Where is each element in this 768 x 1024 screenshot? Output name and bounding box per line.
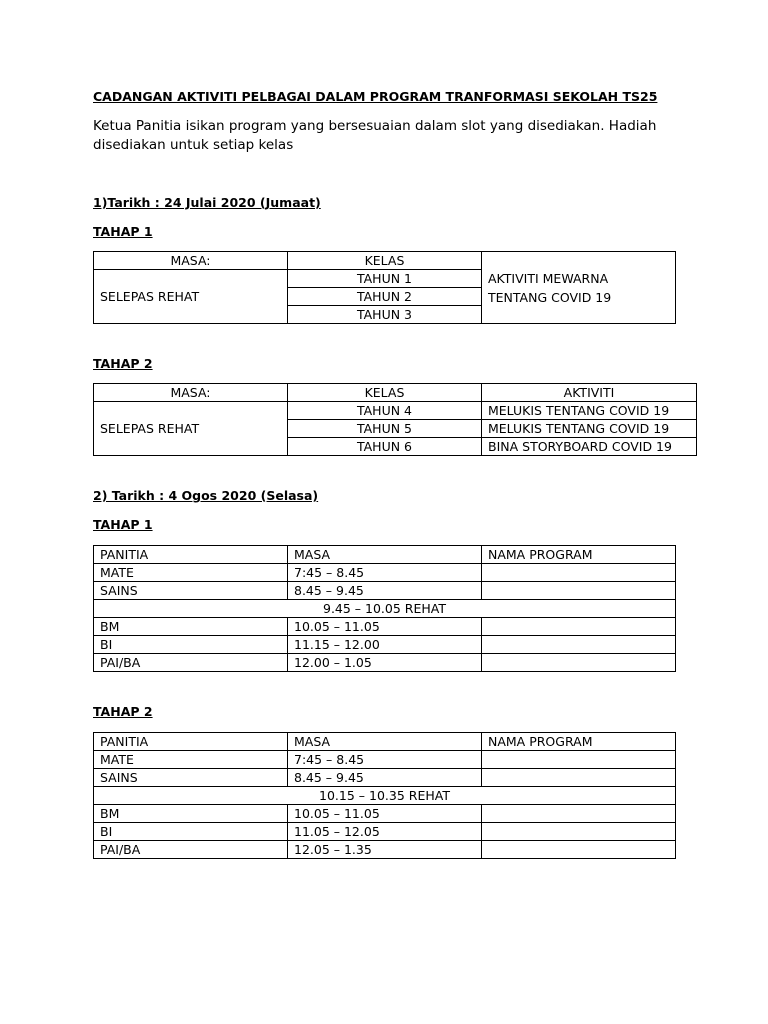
header-cell: MASA bbox=[288, 546, 482, 564]
masa-cell: 10.05 – 11.05 bbox=[288, 618, 482, 636]
header-cell: AKTIVITI bbox=[482, 384, 697, 402]
panitia-cell: MATE bbox=[94, 751, 288, 769]
section1-tahap1-table bbox=[93, 251, 676, 324]
panitia-cell: BI bbox=[94, 636, 288, 654]
document-title: CADANGAN AKTIVITI PELBAGAI DALAM PROGRAM TRANFORMASI SEKOLAH TS25 bbox=[93, 89, 658, 104]
header-cell: NAMA PROGRAM bbox=[482, 733, 676, 751]
header-cell: MASA: bbox=[94, 252, 288, 270]
aktiviti-cell: BINA STORYBOARD COVID 19 bbox=[482, 438, 697, 456]
nama-program-cell[interactable] bbox=[482, 564, 676, 582]
masa-cell: 8.45 – 9.45 bbox=[288, 769, 482, 787]
section2-tahap1-label: TAHAP 1 bbox=[93, 517, 153, 532]
nama-program-cell[interactable] bbox=[482, 769, 676, 787]
intro-line-1: Ketua Panitia isikan program yang bersesuaian dalam slot yang disediakan. Hadiah bbox=[93, 118, 657, 134]
masa-cell: 7:45 – 8.45 bbox=[288, 564, 482, 582]
masa-cell: 11.15 – 12.00 bbox=[288, 636, 482, 654]
table-header-row bbox=[94, 546, 676, 564]
table-header-row bbox=[94, 252, 676, 270]
panitia-cell: SAINS bbox=[94, 769, 288, 787]
masa-cell: SELEPAS REHAT bbox=[94, 402, 288, 456]
nama-program-cell[interactable] bbox=[482, 654, 676, 672]
kelas-cell: TAHUN 3 bbox=[288, 306, 482, 324]
header-cell: PANITIA bbox=[94, 733, 288, 751]
activity-line-2: TENTANG COVID 19 bbox=[488, 289, 612, 305]
table-row bbox=[94, 600, 676, 618]
section2-tahap2-label: TAHAP 2 bbox=[93, 704, 153, 719]
table-row bbox=[94, 636, 676, 654]
section1-tahap2-table bbox=[93, 383, 697, 456]
nama-program-cell[interactable] bbox=[482, 841, 676, 859]
table-header-row bbox=[94, 384, 697, 402]
kelas-cell: TAHUN 2 bbox=[288, 288, 482, 306]
section1-tahap2-label: TAHAP 2 bbox=[93, 356, 153, 371]
nama-program-cell[interactable] bbox=[482, 805, 676, 823]
table-row bbox=[94, 841, 676, 859]
masa-cell: 12.00 – 1.05 bbox=[288, 654, 482, 672]
header-cell: MASA: bbox=[94, 384, 288, 402]
table-row bbox=[94, 823, 676, 841]
header-cell: NAMA PROGRAM bbox=[482, 546, 676, 564]
kelas-cell: TAHUN 6 bbox=[288, 438, 482, 456]
table-row bbox=[94, 769, 676, 787]
rehat-cell: 9.45 – 10.05 REHAT bbox=[94, 600, 676, 618]
header-cell: PANITIA bbox=[94, 546, 288, 564]
aktiviti-cell: MELUKIS TENTANG COVID 19 bbox=[482, 420, 697, 438]
panitia-cell: PAI/BA bbox=[94, 841, 288, 859]
table-row bbox=[94, 402, 697, 420]
panitia-cell: SAINS bbox=[94, 582, 288, 600]
table-row bbox=[94, 805, 676, 823]
table-row bbox=[94, 787, 676, 805]
nama-program-cell[interactable] bbox=[482, 618, 676, 636]
table-row bbox=[94, 564, 676, 582]
nama-program-cell[interactable] bbox=[482, 751, 676, 769]
header-cell: KELAS bbox=[288, 252, 482, 270]
table-row bbox=[94, 751, 676, 769]
masa-cell: 7:45 – 8.45 bbox=[288, 751, 482, 769]
masa-cell: 11.05 – 12.05 bbox=[288, 823, 482, 841]
nama-program-cell[interactable] bbox=[482, 823, 676, 841]
nama-program-cell[interactable] bbox=[482, 582, 676, 600]
table-row bbox=[94, 654, 676, 672]
panitia-cell: BM bbox=[94, 618, 288, 636]
kelas-cell: TAHUN 5 bbox=[288, 420, 482, 438]
section2-tahap1-table bbox=[93, 545, 676, 672]
header-cell: MASA bbox=[288, 733, 482, 751]
panitia-cell: BM bbox=[94, 805, 288, 823]
section1-heading: 1)Tarikh : 24 Julai 2020 (Jumaat) bbox=[93, 195, 321, 210]
kelas-cell: TAHUN 4 bbox=[288, 402, 482, 420]
section1-tahap1-label: TAHAP 1 bbox=[93, 224, 153, 239]
panitia-cell: MATE bbox=[94, 564, 288, 582]
nama-program-cell[interactable] bbox=[482, 636, 676, 654]
masa-cell: SELEPAS REHAT bbox=[94, 270, 288, 324]
masa-cell: 10.05 – 11.05 bbox=[288, 805, 482, 823]
panitia-cell: BI bbox=[94, 823, 288, 841]
activity-line-1: AKTIVITI MEWARNA bbox=[488, 270, 609, 286]
table-row bbox=[94, 582, 676, 600]
panitia-cell: PAI/BA bbox=[94, 654, 288, 672]
section2-heading: 2) Tarikh : 4 Ogos 2020 (Selasa) bbox=[93, 488, 319, 503]
masa-cell: 12.05 – 1.35 bbox=[288, 841, 482, 859]
aktiviti-cell: MELUKIS TENTANG COVID 19 bbox=[482, 402, 697, 420]
header-cell: KELAS bbox=[288, 384, 482, 402]
table-row bbox=[94, 618, 676, 636]
table-header-row bbox=[94, 733, 676, 751]
kelas-cell: TAHUN 1 bbox=[288, 270, 482, 288]
section2-tahap2-table bbox=[93, 732, 676, 859]
rehat-cell: 10.15 – 10.35 REHAT bbox=[94, 787, 676, 805]
activity-cell bbox=[482, 252, 676, 324]
masa-cell: 8.45 – 9.45 bbox=[288, 582, 482, 600]
intro-line-2: disediakan untuk setiap kelas bbox=[93, 137, 294, 153]
